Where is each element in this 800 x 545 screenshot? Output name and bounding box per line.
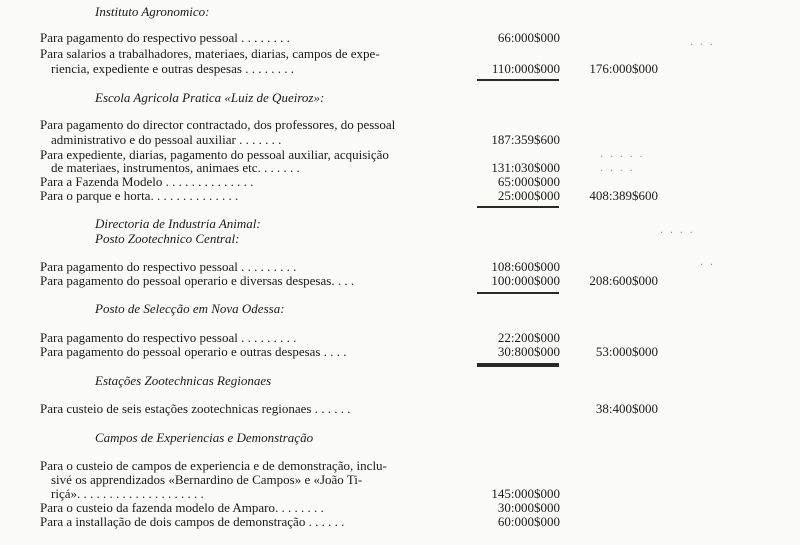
line-amount: 25:000$000: [497, 188, 560, 203]
line-amount: 110:000$000: [491, 61, 560, 76]
scan-speckle: · · ·: [690, 40, 715, 51]
section-total: 208:600$000: [589, 273, 658, 288]
budget-line: riencia, expediente e outras despesas . . . . . . . .: [51, 61, 294, 76]
section-title: Instituto Agronomico:: [95, 4, 210, 19]
budget-line: Para pagamento do respectivo pessoal . . . . . . . . .: [40, 259, 297, 274]
line-amount: 131:030$000: [491, 160, 560, 175]
line-amount: 66:000$000: [497, 30, 560, 45]
budget-line: sivé os apprendizados «Bernardino de Campos» e «João Ti-: [51, 472, 363, 487]
budget-line: Para custeio de seis estações zootechnicas regionaes . . . . . .: [40, 401, 351, 416]
budget-line: Para pagamento do respectivo pessoal . . . . . . . . .: [40, 330, 297, 345]
section-title: Directoria de Industria Animal:: [95, 216, 261, 231]
budget-line: Para expediente, diarias, pagamento do pessoal auxiliar, acquisição: [40, 147, 389, 162]
budget-line: Para pagamento do pessoal operario e outras despesas . . . .: [40, 344, 347, 359]
budget-line: Para a Fazenda Modelo . . . . . . . . . . . . . .: [40, 174, 254, 189]
budget-line: administrativo e do pessoal auxiliar . . . . . . .: [51, 132, 282, 147]
budget-line: Para pagamento do pessoal operario e diversas despesas. . . .: [40, 273, 355, 288]
scan-speckle: · · · ·: [660, 228, 695, 239]
budget-line: Para pagamento do director contractado, dos professores, do pessoal: [40, 117, 396, 132]
budget-line: de materiaes, instrumentos, animaes etc. . . . . . .: [51, 160, 300, 175]
scan-speckle: · · · ·: [600, 166, 635, 177]
total-rule: [477, 79, 559, 81]
section-subtitle: Posto Zootechnico Central:: [95, 231, 240, 246]
section-title: Estações Zootechnicas Regionaes: [95, 373, 272, 388]
section-total: 176:000$000: [589, 61, 658, 76]
budget-line: Para o custeio de campos de experiencia e de demonstração, inclu-: [40, 458, 387, 473]
total-rule: [477, 363, 559, 367]
line-amount: 187:359$600: [491, 132, 560, 147]
line-amount: 100:000$000: [491, 273, 560, 288]
budget-line: Para pagamento do respectivo pessoal . . . . . . . .: [40, 30, 290, 45]
line-amount: 22:200$000: [497, 330, 560, 345]
section-title: Posto de Selecção em Nova Odessa:: [95, 301, 285, 316]
section-title: Campos de Experiencias e Demonstração: [95, 430, 314, 445]
line-amount: 60:000$000: [497, 514, 560, 529]
total-rule: [477, 292, 559, 294]
section-total: 408:389$600: [589, 188, 658, 203]
total-rule: [477, 206, 559, 208]
budget-line: Para a installação de dois campos de demonstração . . . . . .: [40, 514, 345, 529]
scan-speckle: · ·: [700, 260, 716, 271]
budget-line: Para salarios a trabalhadores, materiaes, diarias, campos de expe-: [40, 46, 380, 61]
section-title: Escola Agricola Pratica «Luiz de Queiroz»:: [95, 90, 325, 105]
section-total: 53:000$000: [595, 344, 658, 359]
scan-speckle: · · · · ·: [600, 152, 645, 163]
line-amount: 65:000$000: [497, 174, 560, 189]
budget-line: Para o parque e horta. . . . . . . . . . . . . .: [40, 188, 239, 203]
line-amount: 30:800$000: [497, 344, 560, 359]
line-amount: 145:000$000: [491, 486, 560, 501]
line-amount: 30:000$000: [497, 500, 560, 515]
budget-line: riçá». . . . . . . . . . . . . . . . . . . .: [51, 486, 204, 501]
budget-line: Para o custeio da fazenda modelo de Amparo. . . . . . . .: [40, 500, 324, 515]
section-total: 38:400$000: [595, 401, 658, 416]
line-amount: 108:600$000: [491, 259, 560, 274]
